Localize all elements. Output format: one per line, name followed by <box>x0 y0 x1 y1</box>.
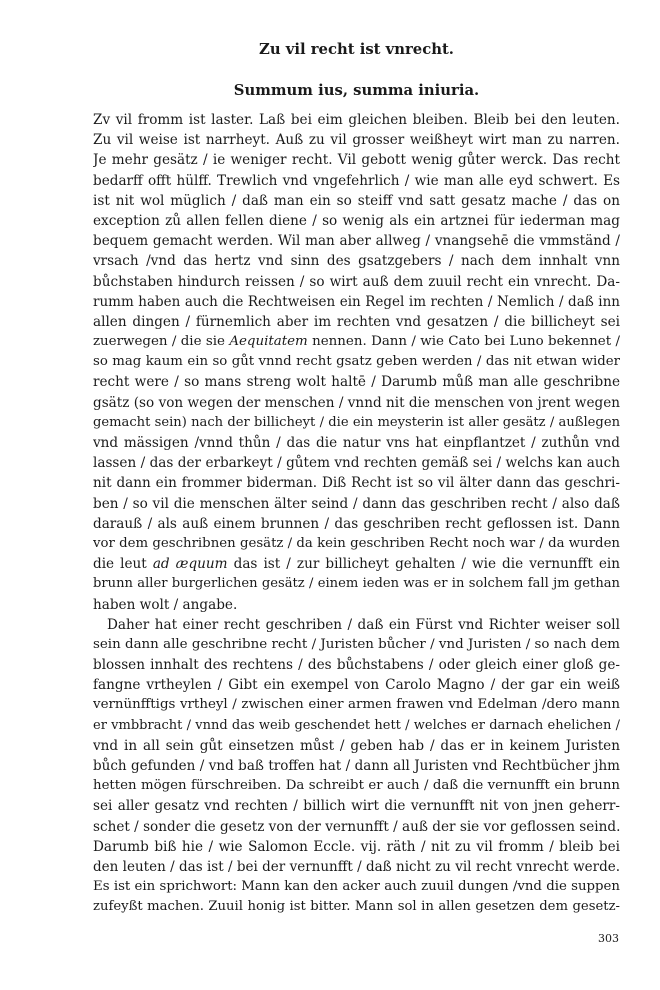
text-line: hetten mögen fürschreiben. Da schreibt er auch / daß die vernunfft ein brunn <box>93 778 620 794</box>
text-line: recht were / so mans streng wolt haltē / Darumb můß man alle geschribne <box>93 374 620 391</box>
text-line: rumm haben auch die Rechtweisen ein Regel im rechten / Nemlich / daß inn <box>93 293 620 310</box>
text-line: haben wolt / angabe. <box>93 596 238 613</box>
text-line: ben / so vil die menschen älter seind / dann das geschriben recht / also daß <box>93 495 620 512</box>
text-line: vnd in all sein gůt einsetzen můst / geben hab / das er in keinem Juristen <box>93 737 620 754</box>
text-line: sein dann alle geschribne recht / Juristen bůcher / vnd Juristen / so nach dem <box>93 636 620 652</box>
text-line: Zv vil fromm ist laster. Laß bei eim gleichen bleiben. Bleib bei den leuten. <box>93 112 620 128</box>
text-line: bůchstaben hindurch reissen / so wirt auß dem zuuil recht ein vnrecht. Da- <box>93 273 620 290</box>
text-line: vrsach /vnd das hertz vnd sinn des gsatzgebers / nach dem innhalt vnn <box>93 253 620 270</box>
text-line: er vmbbracht / vnnd das weib geschendet hett / welches er darnach ehelichen / <box>93 717 620 733</box>
paragraph-2 <box>93 615 620 918</box>
text-line: bůch gefunden / vnd baß troffen hat / dann all Juristen vnd Rechtbücher jhm <box>93 758 620 774</box>
text-line: zufeyßt machen. Zuuil honig ist bitter. Mann sol in allen gesetzen dem gesetz- <box>93 899 620 915</box>
text-line: den leuten / das ist / bei der vernunfft / daß nicht zu vil recht vnrecht werde. <box>93 858 620 875</box>
text-line: Es ist ein sprichwort: Mann kan den acker auch zuuil dungen /vnd die suppen <box>93 879 620 895</box>
text-line: Daher hat einer recht geschriben / daß ein Fürst vnd Richter weiser soll <box>107 616 620 633</box>
text-line: exception zů allen fellen diene / so wenig als ein artznei für iederman mag <box>93 212 620 229</box>
page-body <box>93 40 620 918</box>
text-line: gsätz (so von wegen der menschen / vnnd nit die menschen von jrent wegen <box>93 394 620 411</box>
paragraph-1 <box>93 110 620 615</box>
text-line: brunn aller burgerlichen gesätz / einem ieden was er in solchem fall jm gethan <box>93 576 620 592</box>
text-line: darauß / als auß einem brunnen / das geschriben recht geflossen ist. Dann <box>93 515 620 532</box>
text-line: blossen innhalt des rechtens / des bůchstabens / oder gleich einer gloß ge- <box>93 657 620 674</box>
text-line: ist nit wol müglich / daß man ein so steiff vnd satt gesatz mache / das on <box>93 192 620 209</box>
page-number: 303 <box>598 932 619 945</box>
italic-term: ad æquum <box>152 556 228 573</box>
text-line: gemacht sein) nach der billicheyt / die ein meysterin ist aller gesätz / außlegen <box>93 414 620 430</box>
text-line: fangne vrtheylen / Gibt ein exempel von Carolo Magno / der gar ein weiß <box>93 677 620 694</box>
chapter-title: Zu vil recht ist vnrecht. <box>259 41 454 58</box>
text-line: so mag kaum ein so gůt vnnd recht gsatz geben werden / das nit etwan wider <box>93 354 620 370</box>
text-line: schet / sonder die gesetz von der vernunfft / auß der sie vor geflossen seind. <box>93 818 620 835</box>
text-segment: zuerwegen / die sie <box>93 334 230 350</box>
text-line: sei aller gesatz vnd rechten / billich wirt die vernunfft nit von jnen geherr- <box>93 798 620 815</box>
italic-term: Aequitatem <box>229 334 308 350</box>
text-line: lassen / das der erbarkeyt / gůtem vnd rechten gemäß sei / welchs kan auch <box>93 455 620 472</box>
text-segment: die leut <box>93 556 153 573</box>
text-line: nit dann ein frommer biderman. Diß Recht ist so vil älter dann das geschri- <box>93 475 620 492</box>
text-line-with-italic <box>93 332 620 352</box>
chapter-subtitle: Summum ius, summa iniuria. <box>233 82 480 99</box>
text-segment: nennen. Dann / wie Cato bei Luno bekennet / <box>307 334 620 350</box>
text-line: Darumb biß hie / wie Salomon Eccle. vij. räth / nit zu vil fromm / bleib bei <box>93 838 620 855</box>
text-line: bedarff offt hülff. Trewlich vnd vngefehrlich / wie man alle eyd schwert. Es <box>93 172 620 189</box>
text-line: vernünfftigs vrtheyl / zwischen einer armen frawen vnd Edelman /dero mann <box>93 697 620 713</box>
text-line-with-italic <box>93 554 620 574</box>
text-line: bequem gemacht werden. Wil man aber allweg / vnangsehē die vmmständ / <box>93 233 620 250</box>
text-line: vor dem geschribnen gesätz / da kein geschriben Recht noch war / da wurden <box>93 535 620 551</box>
text-segment: das ist / zur billicheyt gehalten / wie die vernunfft ein <box>227 556 620 573</box>
text-line: allen dingen / fürnemlich aber im rechten vnd gesatzen / die billicheyt sei <box>93 313 620 330</box>
text-line: Zu vil weise ist narrheyt. Auß zu vil grosser weißheyt wirt man zu narren. <box>93 132 620 149</box>
text-line: vnd mässigen /vnnd thůn / das die natur vns hat einpflantzet / zuthůn vnd <box>93 435 620 451</box>
text-line: Je mehr gesätz / ie weniger recht. Vil gebott wenig gůter werck. Das recht <box>93 152 620 169</box>
